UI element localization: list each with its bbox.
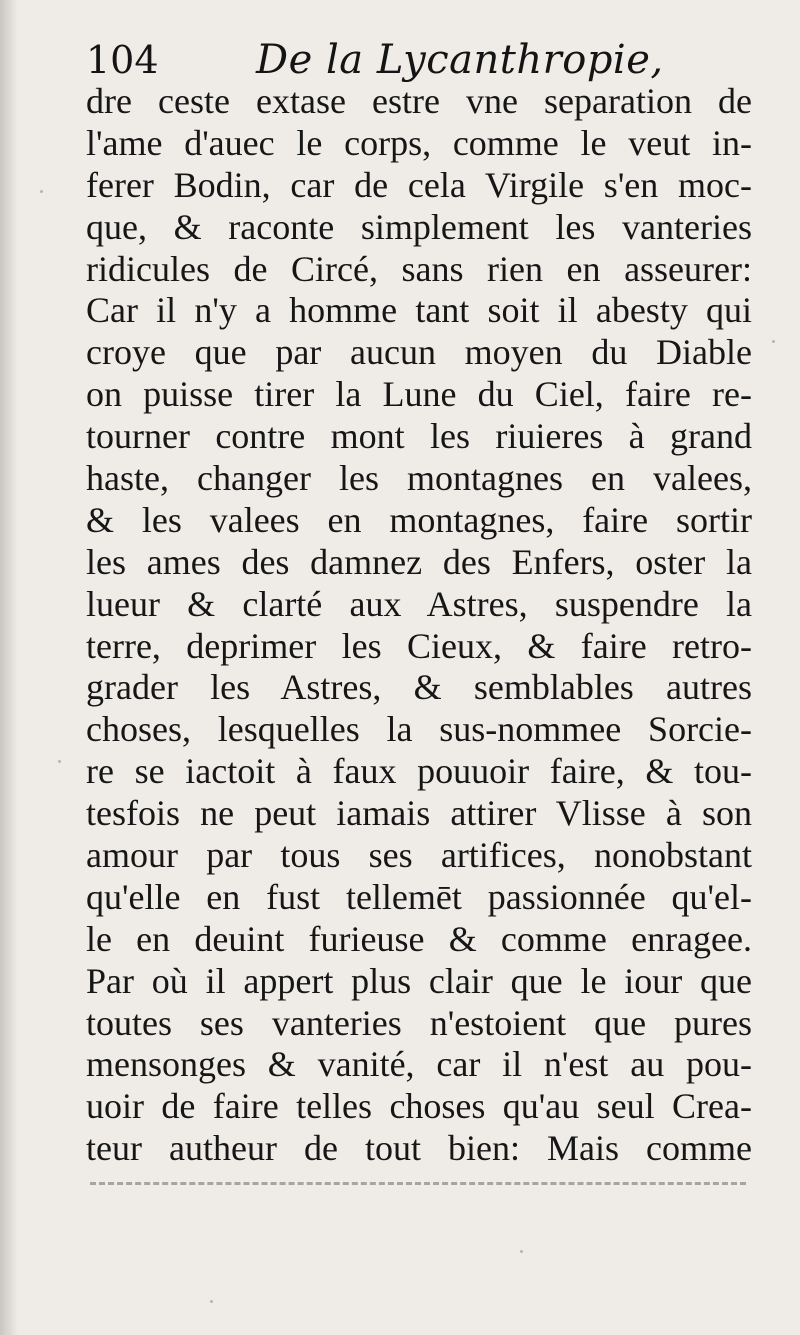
paper-speck xyxy=(520,1250,523,1253)
text-line: le en deuint furieuse & comme enragee. xyxy=(86,918,752,959)
text-line: ferer Bodin, car de cela Virgile s'en moc- xyxy=(86,164,752,205)
paper-speck xyxy=(40,190,43,193)
text-line: amour par tous ses artifices, nonobstant xyxy=(86,835,752,876)
paper-speck xyxy=(58,760,61,763)
text-line: Par où il appert plus clair que le iour que xyxy=(86,960,752,1001)
text-line: choses, lesquelles la sus-nommee Sorcie- xyxy=(86,709,752,750)
text-line: toutes ses vanteries n'estoient que pures xyxy=(86,1002,752,1043)
text-line: lueur & clarté aux Astres, suspendre la xyxy=(86,583,752,624)
page-number: 104 xyxy=(86,38,159,82)
text-line: ridicules de Circé, sans rien en asseurer: xyxy=(86,248,752,289)
bottom-rule xyxy=(90,1182,746,1185)
text-line: grader les Astres, & semblables autres xyxy=(86,667,752,708)
paper-speck xyxy=(210,1300,213,1303)
text-line: on puisse tirer la Lune du Ciel, faire re- xyxy=(86,374,752,415)
paper-speck xyxy=(772,340,775,343)
text-line: haste, changer les montagnes en valees, xyxy=(86,458,752,499)
text-line: croye que par aucun moyen du Diable xyxy=(86,332,752,373)
text-line: & les valees en montagnes, faire sortir xyxy=(86,499,752,540)
text-line: tesfois ne peut iamais attirer Vlisse à son xyxy=(86,793,752,834)
text-line: terre, deprimer les Cieux, & faire retro- xyxy=(86,625,752,666)
text-line: dre ceste extase estre vne separation de xyxy=(86,81,752,121)
text-line: que, & raconte simplement les vanteries xyxy=(86,206,752,247)
body-text xyxy=(86,80,752,1169)
text-line: re se iactoit à faux pouuoir faire, & tou- xyxy=(86,751,752,792)
text-line: l'ame d'auec le corps, comme le veut in- xyxy=(86,122,752,163)
running-title: De la Lycanthropie, xyxy=(256,37,664,83)
binding-gutter xyxy=(0,0,18,1335)
text-line: les ames des damnez des Enfers, oster la xyxy=(86,541,752,582)
text-line: Car il n'y a homme tant soit il abesty qui xyxy=(86,290,752,331)
text-line: uoir de faire telles choses qu'au seul Crea- xyxy=(86,1086,752,1127)
text-line: qu'elle en fust tellemēt passionnée qu'el- xyxy=(86,876,752,917)
text-line: tourner contre mont les riuieres à grand xyxy=(86,416,752,457)
text-line: mensonges & vanité, car il n'est au pou- xyxy=(86,1044,752,1085)
text-line: teur autheur de tout bien: Mais comme xyxy=(86,1128,752,1169)
